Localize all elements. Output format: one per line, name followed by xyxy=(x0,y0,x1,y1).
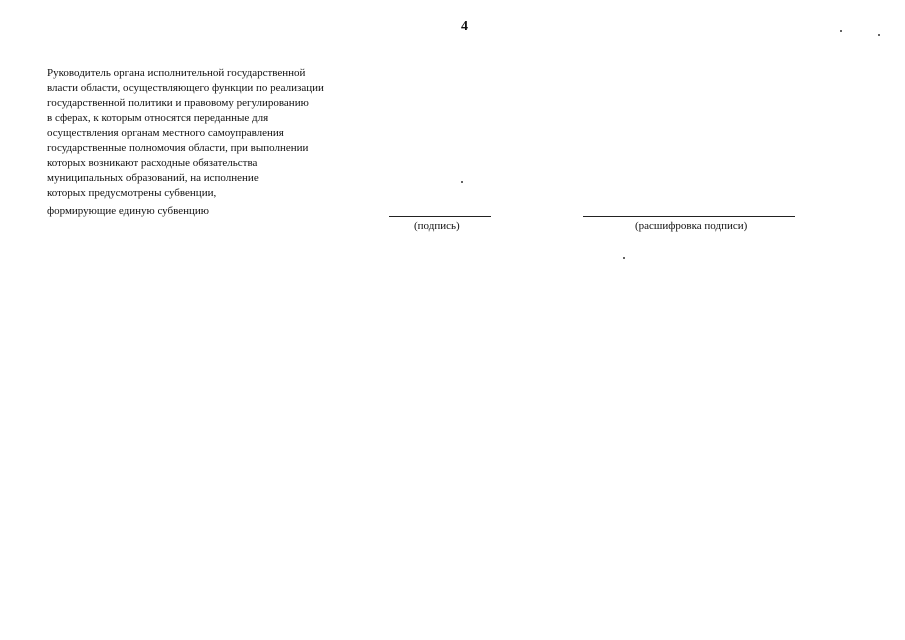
signatory-line: осуществления органам местного самоуправления xyxy=(47,127,284,139)
signatory-line: формирующие единую субвенцию xyxy=(47,205,210,217)
signatory-line: государственной политики и правовому регулированию xyxy=(47,97,309,109)
signature-decode-caption: (расшифровка подписи) xyxy=(635,220,748,232)
signature-decode-line[interactable] xyxy=(583,216,795,217)
scan-speck xyxy=(623,257,625,259)
page-number: 4 xyxy=(461,19,468,34)
signatory-line: муниципальных образований, на исполнение xyxy=(47,172,259,184)
scan-speck xyxy=(878,34,880,36)
signatory-line: которых предусмотрены субвенции, xyxy=(47,187,217,199)
scan-speck xyxy=(840,30,842,32)
signatory-line: Руководитель органа исполнительной государственной xyxy=(47,67,306,79)
signature-line[interactable] xyxy=(389,216,491,217)
signatory-line: в сферах, к которым относятся переданные для xyxy=(47,112,269,124)
signatory-line: государственные полномочия области, при выполнении xyxy=(47,142,309,154)
scan-speck xyxy=(461,181,463,183)
signatory-title-block xyxy=(47,66,387,219)
signature-caption: (подпись) xyxy=(414,220,460,232)
signatory-line: власти области, осуществляющего функции по реализации xyxy=(47,82,324,94)
signatory-line: которых возникают расходные обязательства xyxy=(47,157,258,169)
